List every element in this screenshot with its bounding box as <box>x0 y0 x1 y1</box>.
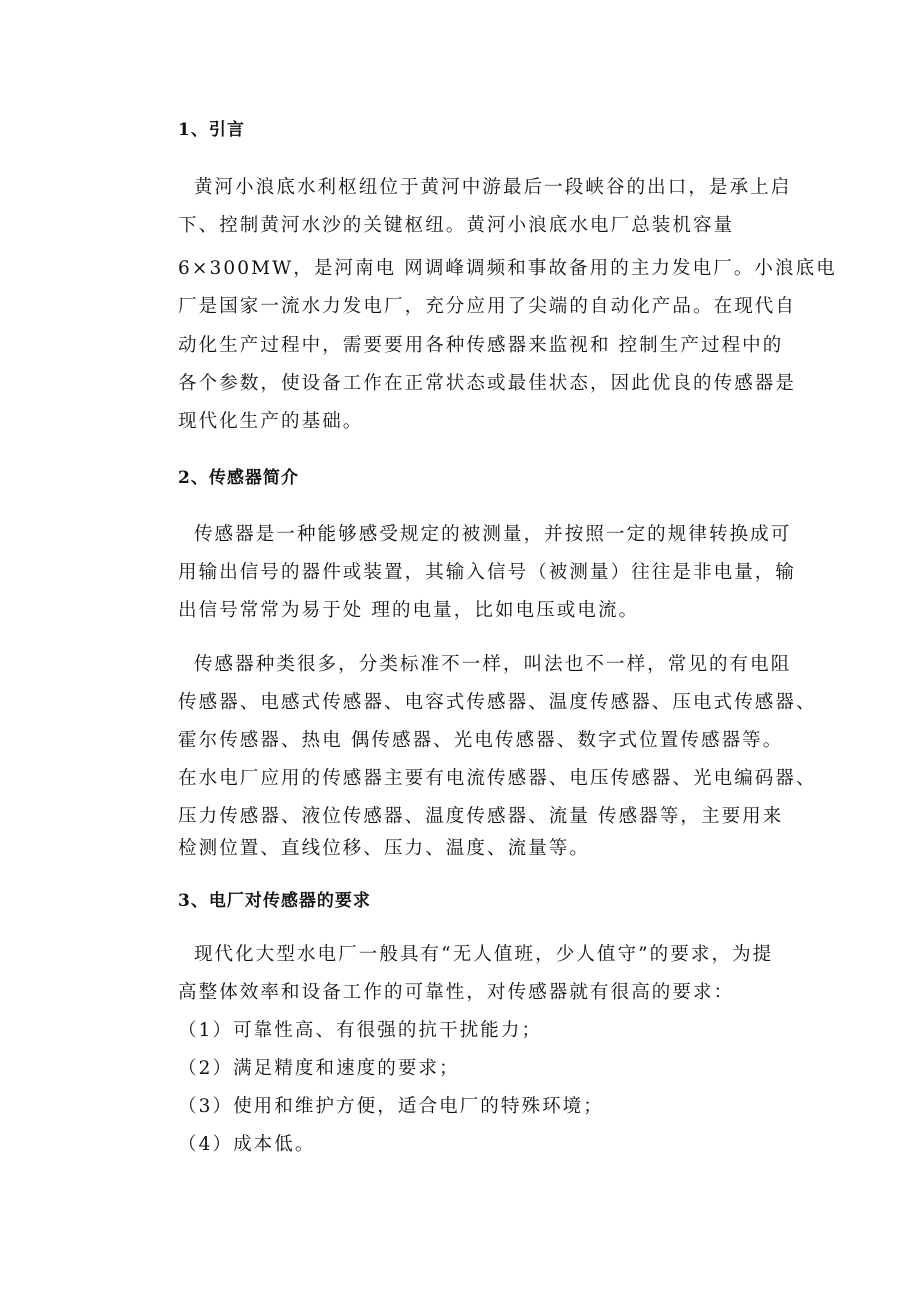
text-line: 霍尔传感器、热电 偶传感器、光电传感器、数字式位置传感器等。 <box>178 730 784 751</box>
text-line: 厂是国家一流水力发电厂，充分应用了尖端的自动化产品。在现代自 <box>178 296 797 317</box>
list-item: （1）可靠性高、有很强的抗干扰能力； <box>178 1020 543 1041</box>
text-line: 下、控制黄河水沙的关键枢纽。黄河小浪底水电厂总装机容量 <box>178 215 735 236</box>
text-line: 高整体效率和设备工作的可靠性，对传感器就有很高的要求： <box>178 982 735 1003</box>
section-heading-intro: 1、引言 <box>178 120 245 140</box>
text-line: 用输出信号的器件或装置，其输入信号（被测量）往往是非电量，输 <box>178 562 797 583</box>
text-line: 传感器种类很多，分类标准不一样，叫法也不一样，常见的有电阻 <box>178 654 792 675</box>
text-line: 压力传感器、液位传感器、温度传感器、流量 传感器等，主要用来 <box>178 806 784 827</box>
section-heading-requirements: 3、电厂对传感器的要求 <box>178 891 371 911</box>
text-line: 现代化大型水电厂一般具有“无人值班，少人值守”的要求，为提 <box>178 944 774 965</box>
text-line: 检测位置、直线位移、压力、温度、流量等。 <box>178 838 591 859</box>
text-line: 传感器是一种能够感受规定的被测量，并按照一定的规律转换成可 <box>178 524 792 545</box>
text-line: 出信号常常为易于处 理的电量，比如电压或电流。 <box>178 600 640 621</box>
list-item: （3）使用和维护方便，适合电厂的特殊环境； <box>178 1096 604 1117</box>
text-line: 在水电厂应用的传感器主要有电流传感器、电压传感器、光电编码器、 <box>178 768 817 789</box>
text-line: 现代化生产的基础。 <box>178 411 364 432</box>
text-line: 传感器、电感式传感器、电容式传感器、温度传感器、压电式传感器、 <box>178 692 817 713</box>
list-item: （4）成本低。 <box>178 1134 316 1155</box>
section-heading-sensors: 2、传感器简介 <box>178 468 299 488</box>
text-line: 动化生产过程中，需要要用各种传感器来监视和 控制生产过程中的 <box>178 335 784 356</box>
text-line: 6×300MW，是河南电 网调峰调频和事故备用的主力发电厂。小浪底电 <box>178 258 837 279</box>
list-item: （2）满足精度和速度的要求； <box>178 1058 460 1079</box>
text-line: 黄河小浪底水利枢纽位于黄河中游最后一段峡谷的出口，是承上启 <box>178 177 792 198</box>
text-line: 各个参数，使设备工作在正常状态或最佳状态，因此优良的传感器是 <box>178 373 797 394</box>
